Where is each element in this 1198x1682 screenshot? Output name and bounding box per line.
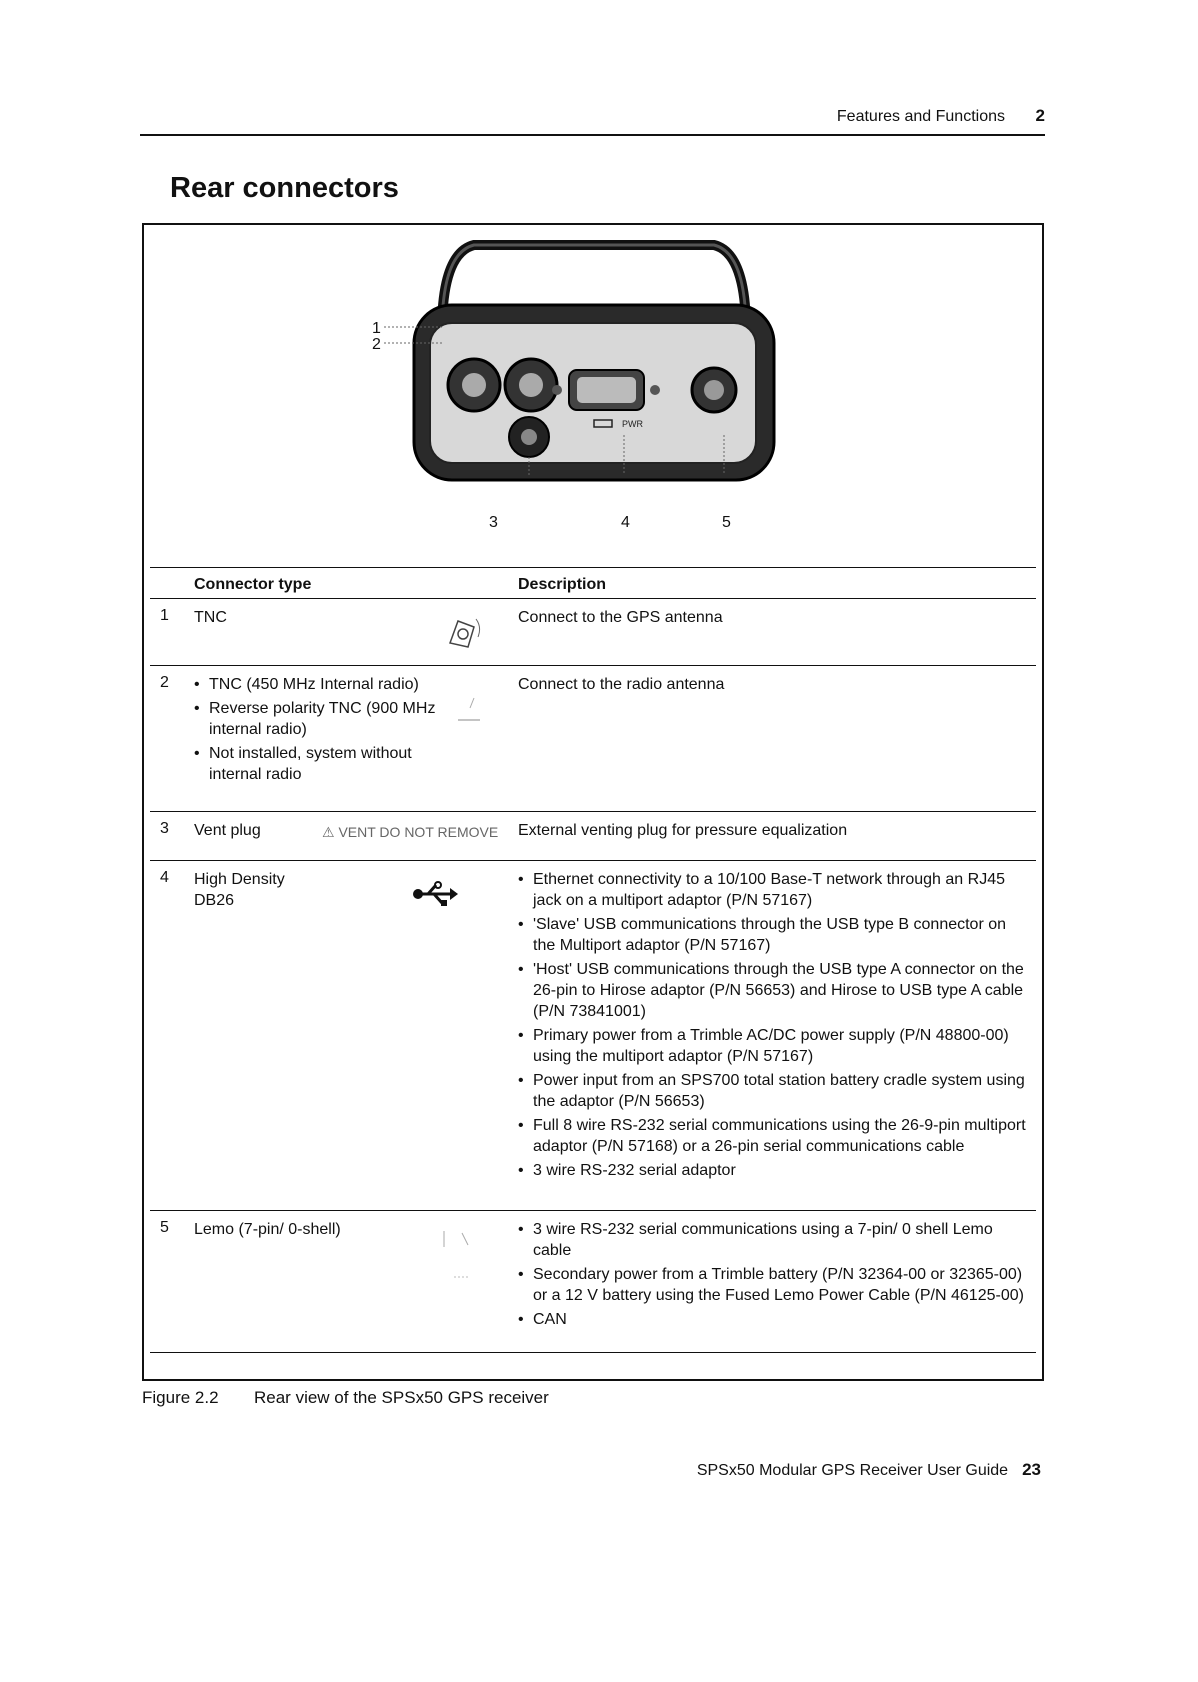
table-row — [150, 861, 1036, 1211]
gps-antenna-icon — [444, 613, 484, 653]
row-number: 5 — [160, 1219, 169, 1236]
running-header — [140, 100, 1045, 136]
figure-caption-text: Rear view of the SPSx50 GPS receiver — [254, 1388, 549, 1407]
description-item: • CAN — [518, 1309, 1030, 1330]
header-section-title: Features and Functions — [836, 108, 1005, 125]
figure-label: Figure 2.2 — [142, 1388, 219, 1407]
callout-1: 1 — [372, 320, 381, 337]
row-number: 4 — [160, 869, 169, 886]
callout-4: 4 — [621, 514, 630, 531]
column-header-type: Connector type — [194, 576, 312, 593]
row-number: 1 — [160, 607, 169, 624]
description-text: External venting plug for pressure equalization — [518, 822, 848, 839]
column-header-description: Description — [518, 576, 607, 593]
radio-antenna-icon — [454, 694, 484, 724]
running-footer — [697, 1460, 1041, 1480]
connector-type — [194, 607, 449, 628]
connector-type-item: • Not installed, system without internal radio — [194, 743, 449, 785]
serial-port-icon — [434, 1225, 482, 1285]
connector-type — [194, 674, 449, 788]
description-item: • 3 wire RS-232 serial adaptor — [518, 1160, 1030, 1181]
connector-type-text: Vent plug — [194, 822, 261, 839]
description-text: Connect to the GPS antenna — [518, 609, 723, 626]
vent-warning-label — [322, 824, 498, 841]
description-item: • 'Host' USB communications through the USB type A connector on the 26-pin to Hirose adaptor (P/N 56653) and Hirose to USB type A cable (P/N 73841001) — [518, 959, 1030, 1022]
description-item: • 3 wire RS-232 serial communications using a 7-pin/ 0 shell Lemo cable — [518, 1219, 1030, 1261]
connector-type — [194, 869, 304, 911]
row-number: 3 — [160, 820, 169, 837]
header-chapter-number: 2 — [1035, 106, 1045, 125]
figure-frame — [142, 223, 1044, 1381]
description-text: Connect to the radio antenna — [518, 676, 725, 693]
description-item: • Full 8 wire RS-232 serial communications using the 26-9-pin multiport adaptor (P/N 57168) or a 26-pin serial communications cable — [518, 1115, 1030, 1157]
connector-description — [518, 820, 1030, 841]
figure-caption — [142, 1388, 549, 1408]
page-number: 23 — [1022, 1460, 1041, 1479]
table-row — [150, 1211, 1036, 1353]
connector-table — [150, 567, 1036, 1353]
table-row — [150, 666, 1036, 812]
row-number: 2 — [160, 674, 169, 691]
connector-description — [518, 1219, 1030, 1333]
connector-type-item: • Reverse polarity TNC (900 MHz internal radio) — [194, 698, 449, 740]
callout-2: 2 — [372, 336, 381, 353]
description-item: • Secondary power from a Trimble battery (P/N 32364-00 or 32365-00) or a 12 V battery using the Fused Lemo Power Cable (P/N 46125-00) — [518, 1264, 1030, 1306]
table-header-row — [150, 567, 1036, 599]
connector-description — [518, 607, 1030, 628]
connector-type-text: Lemo (7-pin/ 0-shell) — [194, 1221, 341, 1238]
receiver-rear-view-image — [144, 225, 1042, 545]
callout-5: 5 — [722, 514, 731, 531]
vent-warning-text: VENT DO NOT REMOVE — [338, 824, 499, 840]
connector-type-text: TNC — [194, 609, 227, 626]
description-item: • 'Slave' USB communications through the USB type B connector on the Multiport adaptor (P/N 57167) — [518, 914, 1030, 956]
description-item: • Ethernet connectivity to a 10/100 Base-T network through an RJ45 jack on a multiport adaptor (P/N 57167) — [518, 869, 1030, 911]
usb-icon — [412, 881, 458, 907]
description-item: • Power input from an SPS700 total station battery cradle system using the adaptor (P/N 56653) — [518, 1070, 1030, 1112]
callout-3: 3 — [489, 514, 498, 531]
connector-description — [518, 869, 1030, 1184]
description-item: • Primary power from a Trimble AC/DC power supply (P/N 48800-00) using the multiport adaptor (P/N 57167) — [518, 1025, 1030, 1067]
page-title: Rear connectors — [170, 172, 399, 204]
table-row — [150, 812, 1036, 861]
connector-type — [194, 1219, 449, 1240]
connector-type-item: • TNC (450 MHz Internal radio) — [194, 674, 449, 695]
table-row — [150, 599, 1036, 666]
connector-description — [518, 674, 1030, 695]
connector-type-text: High Density DB26 — [194, 871, 285, 909]
footer-title: SPSx50 Modular GPS Receiver User Guide — [696, 1462, 1009, 1479]
warning-icon: ⚠ — [322, 824, 335, 840]
device-port-label: PWR — [622, 419, 643, 429]
